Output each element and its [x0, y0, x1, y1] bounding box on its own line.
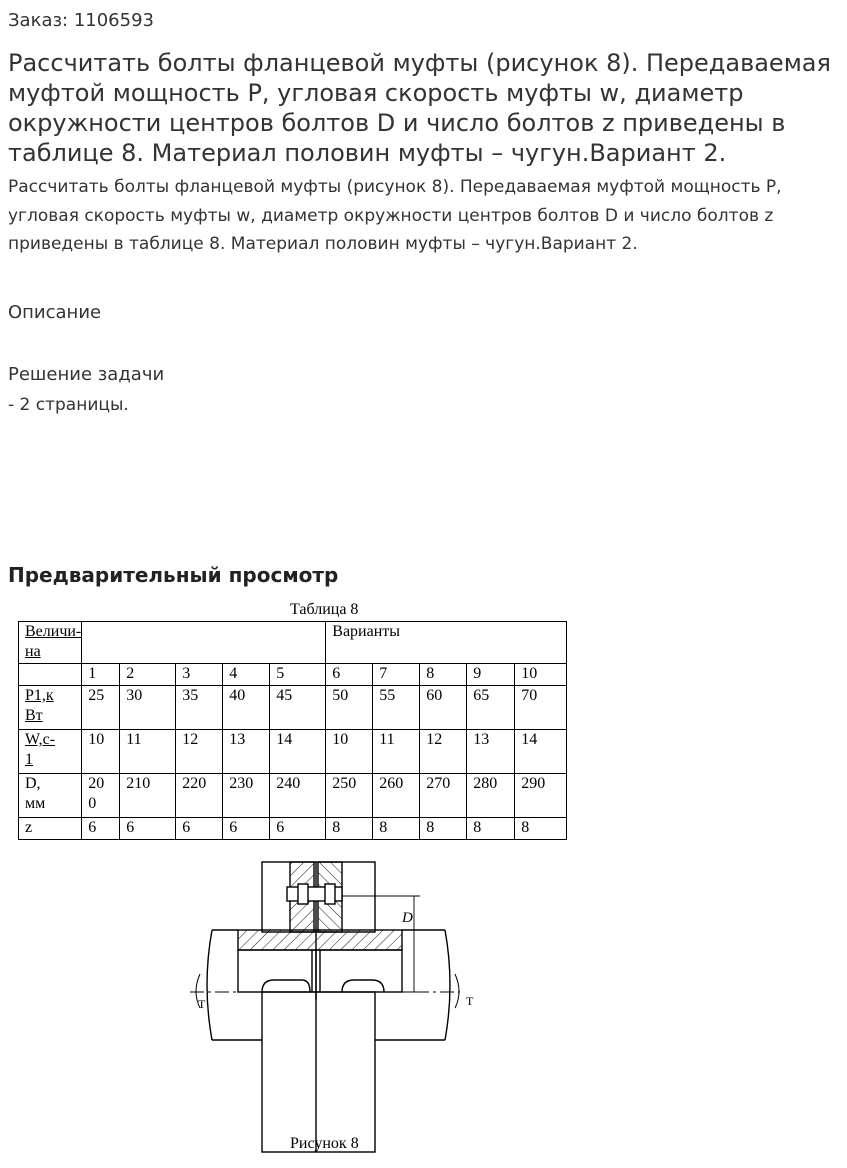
table-cell: 40 [223, 686, 270, 730]
table-cell: 70 [515, 686, 567, 730]
solution-title: Решение задачи [8, 364, 165, 385]
variant-header: 3 [176, 664, 223, 686]
table-cell: 220 [176, 774, 223, 818]
variant-header: 1 [82, 664, 120, 686]
table-cell: 12 [176, 730, 223, 774]
header-variants: Варианты [326, 622, 567, 664]
table-cell: 10 [82, 730, 120, 774]
table-cell: 8 [515, 818, 567, 840]
label-T-right: T [466, 994, 474, 1008]
task-description: Рассчитать болты фланцевой муфты (рисунок 8). Передаваемая муфтой мощность P, угловая скорость муфты w, диаметр окружности центров болтов D и число болтов z приведены в таблице 8. Материал половин муфты – чугун.Вариант 2. [8, 177, 782, 254]
table-cell: 60 [420, 686, 467, 730]
coupling-drawing [0, 600, 847, 1168]
variant-header: 9 [467, 664, 515, 686]
table-cell: 13 [223, 730, 270, 774]
table-cell: 6 [176, 818, 223, 840]
table-cell: 240 [270, 774, 326, 818]
row-label: D, мм [19, 774, 82, 818]
table-cell: 35 [176, 686, 223, 730]
table-cell: 13 [467, 730, 515, 774]
table-cell: 8 [420, 818, 467, 840]
preview-image [0, 600, 847, 1168]
label-D: D [402, 910, 413, 926]
table-cell: 290 [515, 774, 567, 818]
table-cell: 6 [223, 818, 270, 840]
table-caption: Таблица 8 [290, 601, 359, 618]
table-cell: 280 [467, 774, 515, 818]
table-cell: 20 0 [82, 774, 120, 818]
table-cell: 14 [270, 730, 326, 774]
header-quantity: Величи- на [19, 622, 82, 664]
table-cell: 55 [373, 686, 420, 730]
table-cell: 65 [467, 686, 515, 730]
page-title: Рассчитать болты фланцевой муфты (рисунок 8). Передаваемая муфтой мощность P, угловая скорость муфты w, диаметр окружности центров болтов D и число болтов z приведены в таблице 8. Материал половин муфты – чугун.Вариант 2. [8, 49, 831, 167]
table-cell: 6 [270, 818, 326, 840]
table-cell: 270 [420, 774, 467, 818]
table-cell: 14 [515, 730, 567, 774]
label-T-left: T [198, 997, 206, 1011]
variant-header: 7 [373, 664, 420, 686]
table-cell: 8 [467, 818, 515, 840]
variant-header: 2 [120, 664, 176, 686]
table-cell: 6 [82, 818, 120, 840]
variant-header: 4 [223, 664, 270, 686]
table-cell: 230 [223, 774, 270, 818]
table-cell: 50 [326, 686, 373, 730]
table-cell: 30 [120, 686, 176, 730]
solution-pages: - 2 страницы. [8, 395, 129, 415]
table-cell: 260 [373, 774, 420, 818]
figure-caption: Рисунок 8 [290, 1135, 359, 1152]
table-cell: 6 [120, 818, 176, 840]
variant-header: 5 [270, 664, 326, 686]
table-cell: 25 [82, 686, 120, 730]
row-label: W,с- 1 [19, 730, 82, 774]
order-number: Заказ: 1106593 [8, 10, 154, 31]
table-cell: 250 [326, 774, 373, 818]
row-label: P1,к Вт [19, 686, 82, 730]
table-cell: 45 [270, 686, 326, 730]
variant-header: 8 [420, 664, 467, 686]
table-cell: 12 [420, 730, 467, 774]
table-cell: 8 [326, 818, 373, 840]
preview-heading: Предварительный просмотр [8, 563, 339, 587]
variant-header: 10 [515, 664, 567, 686]
table-cell: 11 [373, 730, 420, 774]
description-heading: Описание [8, 302, 102, 323]
row-label: z [19, 818, 82, 840]
table-cell: 11 [120, 730, 176, 774]
table-cell: 210 [120, 774, 176, 818]
table-cell: 8 [373, 818, 420, 840]
variant-header: 6 [326, 664, 373, 686]
table-cell: 10 [326, 730, 373, 774]
